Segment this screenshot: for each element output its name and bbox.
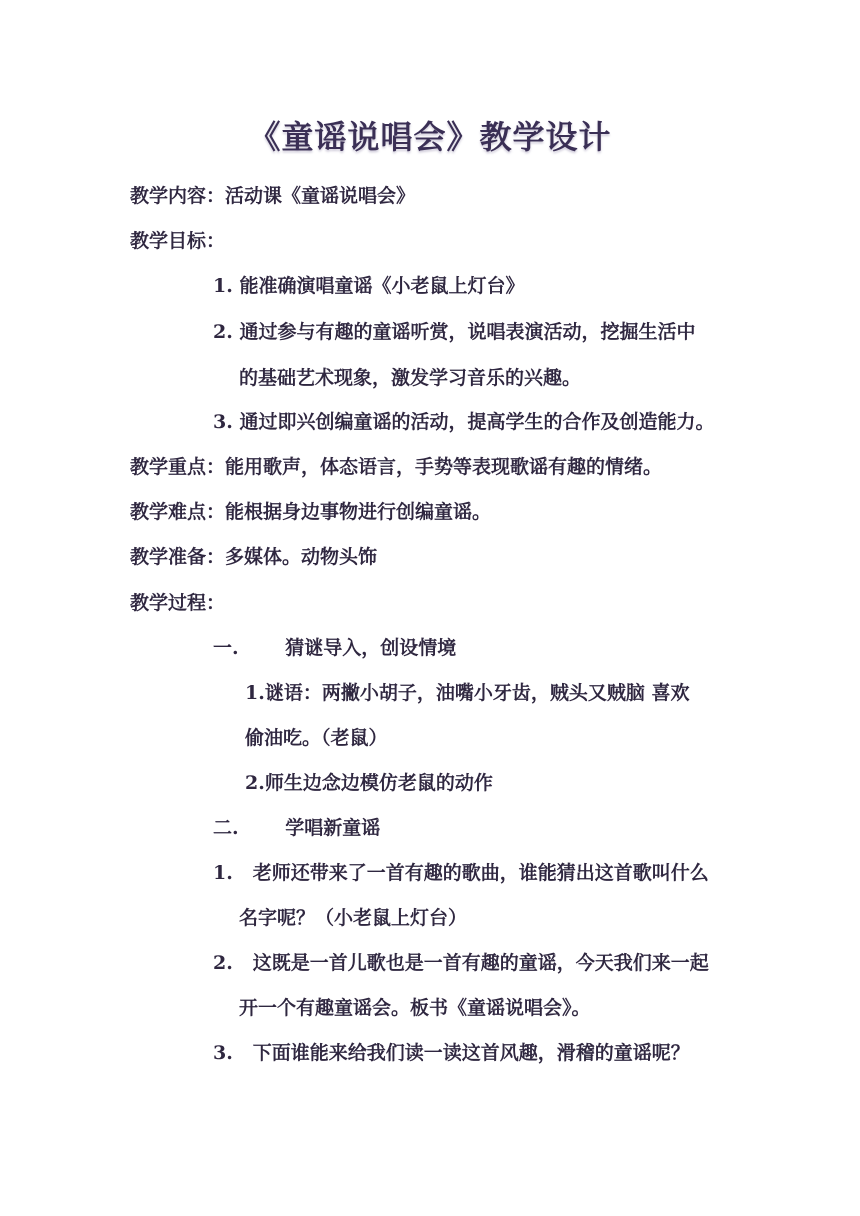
step-2-item-2 [213, 951, 709, 975]
teaching-content: 教学内容：活动课《童谣说唱会》 [130, 185, 416, 207]
step-title: 学唱新童谣 [285, 817, 381, 839]
goal-text: 通过参与有趣的童谣听赏，说唱表演活动，挖掘生活中 [239, 321, 696, 343]
step-2-item-1-continuation: 名字呢？（小老鼠上灯台） [239, 907, 468, 929]
preparation: 教学准备：多媒体。动物头饰 [130, 546, 378, 568]
step-2-item-2-continuation: 开一个有趣童谣会。板书《童谣说唱会》。 [239, 997, 591, 1019]
step-1-item-2: 2.师生边念边模仿老鼠的动作 [245, 772, 493, 794]
goal-number: 3. [213, 411, 233, 433]
difficulty: 教学难点：能根据身边事物进行创编童谣。 [130, 501, 492, 523]
goal-number: 1. [213, 275, 233, 297]
process-heading: 教学过程： [130, 592, 226, 614]
goal-item-2 [213, 320, 695, 344]
step-2-item-3 [213, 1041, 690, 1065]
item-number: 3. [213, 1042, 233, 1064]
goal-item-3 [213, 410, 714, 434]
item-text: 老师还带来了一首有趣的歌曲，谁能猜出这首歌叫什么 [252, 862, 709, 884]
goal-number: 2. [213, 321, 233, 343]
item-number: 2. [213, 952, 233, 974]
step-1-item-1: 1.谜语：两撇小胡子，油嘴小牙齿，贼头又贼脑 喜欢 [245, 682, 690, 704]
step-2-item-1 [213, 861, 709, 885]
goal-item-1 [213, 274, 524, 298]
document-title: 《童谣说唱会》教学设计 [248, 118, 612, 156]
item-text: 下面谁能来给我们读一读这首风趣，滑稽的童谣呢？ [252, 1042, 690, 1064]
item-text: 这既是一首儿歌也是一首有趣的童谣，今天我们来一起 [252, 952, 709, 974]
step-title: 猜谜导入，创设情境 [285, 637, 457, 659]
process-step-1 [213, 636, 456, 660]
step-number: 一. [213, 637, 239, 659]
goal-text: 通过即兴创编童谣的活动，提高学生的合作及创造能力。 [239, 411, 715, 433]
item-number: 1. [213, 862, 233, 884]
process-step-2 [213, 816, 380, 840]
step-1-item-1-continuation: 偷油吃。（老鼠） [245, 727, 388, 749]
goal-text: 能准确演唱童谣《小老鼠上灯台》 [239, 275, 525, 297]
key-point: 教学重点：能用歌声，体态语言，手势等表现歌谣有趣的情绪。 [130, 456, 663, 478]
goals-heading: 教学目标： [130, 230, 226, 252]
goal-item-2-continuation: 的基础艺术现象，激发学习音乐的兴趣。 [239, 367, 582, 389]
step-number: 二. [213, 817, 239, 839]
